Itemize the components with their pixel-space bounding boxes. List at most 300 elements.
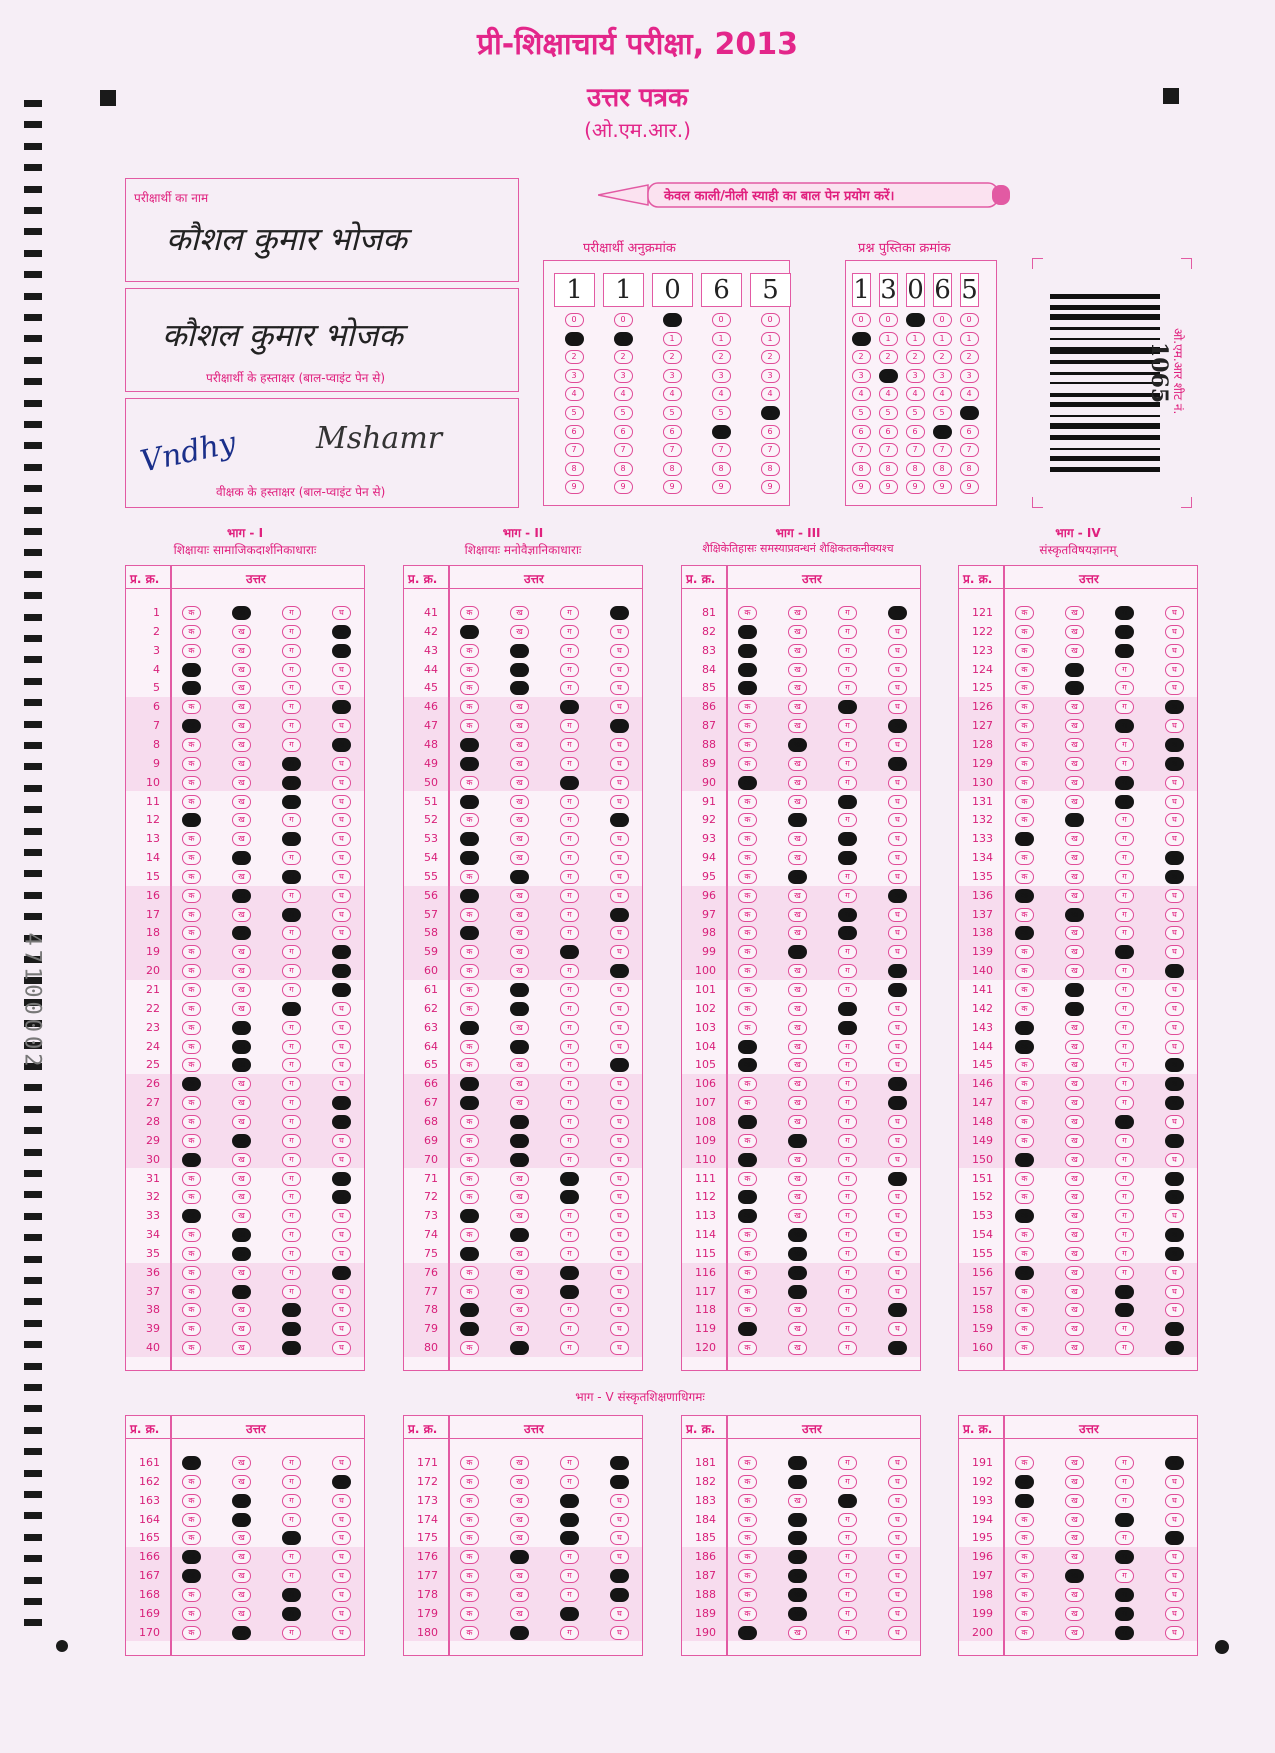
answer-bubble[interactable]: ग: [1115, 663, 1134, 677]
answer-bubble[interactable]: ग: [838, 795, 857, 809]
answer-bubble[interactable]: क: [1015, 1021, 1034, 1035]
answer-bubble[interactable]: घ: [888, 1513, 907, 1527]
answer-bubble[interactable]: ख: [510, 908, 529, 922]
answer-bubble[interactable]: ग: [838, 1588, 857, 1602]
answer-bubble[interactable]: ग: [838, 1002, 857, 1016]
answer-bubble[interactable]: ग: [282, 1475, 301, 1489]
answer-bubble[interactable]: ख: [510, 1058, 529, 1072]
answer-bubble[interactable]: क: [1015, 1626, 1034, 1640]
answer-bubble[interactable]: घ: [888, 1266, 907, 1280]
answer-bubble[interactable]: ग: [560, 1531, 579, 1545]
answer-bubble[interactable]: क: [182, 1228, 201, 1242]
answer-bubble[interactable]: घ: [610, 1209, 629, 1223]
answer-bubble[interactable]: ख: [510, 1588, 529, 1602]
answer-bubble[interactable]: ग: [282, 1513, 301, 1527]
answer-bubble[interactable]: ग: [560, 1550, 579, 1564]
answer-bubble[interactable]: घ: [610, 795, 629, 809]
answer-bubble[interactable]: क: [738, 1058, 757, 1072]
answer-bubble[interactable]: ग: [560, 1285, 579, 1299]
answer-bubble[interactable]: ग: [282, 1021, 301, 1035]
answer-bubble[interactable]: ख: [510, 1002, 529, 1016]
answer-bubble[interactable]: ग: [1115, 644, 1134, 658]
answer-bubble[interactable]: ग: [560, 606, 579, 620]
answer-bubble[interactable]: ख: [788, 1266, 807, 1280]
answer-bubble[interactable]: घ: [1165, 908, 1184, 922]
answer-bubble[interactable]: ग: [282, 1494, 301, 1508]
answer-bubble[interactable]: ग: [282, 1303, 301, 1317]
answer-bubble[interactable]: ग: [1115, 757, 1134, 771]
digit-bubble[interactable]: 1: [712, 332, 731, 346]
digit-bubble[interactable]: 1: [565, 332, 584, 346]
answer-bubble[interactable]: ख: [232, 738, 251, 752]
answer-bubble[interactable]: ग: [1115, 1475, 1134, 1489]
answer-bubble[interactable]: ग: [560, 719, 579, 733]
answer-bubble[interactable]: क: [1015, 719, 1034, 733]
answer-bubble[interactable]: घ: [1165, 1341, 1184, 1355]
answer-bubble[interactable]: ख: [788, 700, 807, 714]
answer-bubble[interactable]: ग: [1115, 1096, 1134, 1110]
answer-bubble[interactable]: ख: [1065, 1040, 1084, 1054]
answer-bubble[interactable]: ग: [838, 1209, 857, 1223]
answer-bubble[interactable]: ग: [1115, 1247, 1134, 1261]
answer-bubble[interactable]: घ: [332, 1607, 351, 1621]
answer-bubble[interactable]: घ: [332, 1228, 351, 1242]
answer-bubble[interactable]: ग: [838, 1569, 857, 1583]
answer-bubble[interactable]: ख: [788, 1626, 807, 1640]
answer-bubble[interactable]: क: [1015, 964, 1034, 978]
answer-bubble[interactable]: क: [460, 1266, 479, 1280]
answer-bubble[interactable]: घ: [1165, 663, 1184, 677]
digit-bubble[interactable]: 6: [906, 425, 925, 439]
answer-bubble[interactable]: ख: [1065, 1247, 1084, 1261]
answer-bubble[interactable]: क: [738, 870, 757, 884]
answer-bubble[interactable]: घ: [888, 1247, 907, 1261]
answer-bubble[interactable]: क: [1015, 1058, 1034, 1072]
answer-bubble[interactable]: ख: [1065, 832, 1084, 846]
answer-bubble[interactable]: क: [460, 738, 479, 752]
answer-bubble[interactable]: ग: [838, 1190, 857, 1204]
digit-bubble[interactable]: 3: [614, 369, 633, 383]
answer-bubble[interactable]: क: [738, 1077, 757, 1091]
answer-bubble[interactable]: ग: [838, 1115, 857, 1129]
answer-bubble[interactable]: ग: [838, 681, 857, 695]
answer-bubble[interactable]: क: [182, 1190, 201, 1204]
digit-bubble[interactable]: 9: [852, 480, 871, 494]
digit-bubble[interactable]: 4: [761, 387, 780, 401]
answer-bubble[interactable]: घ: [332, 1209, 351, 1223]
answer-bubble[interactable]: क: [182, 1247, 201, 1261]
answer-bubble[interactable]: ख: [232, 644, 251, 658]
answer-bubble[interactable]: घ: [610, 1134, 629, 1148]
answer-bubble[interactable]: ग: [282, 1322, 301, 1336]
answer-bubble[interactable]: क: [460, 851, 479, 865]
answer-bubble[interactable]: ख: [788, 1341, 807, 1355]
answer-bubble[interactable]: ख: [232, 1303, 251, 1317]
answer-bubble[interactable]: ख: [788, 681, 807, 695]
answer-bubble[interactable]: क: [182, 1303, 201, 1317]
answer-bubble[interactable]: घ: [610, 644, 629, 658]
answer-bubble[interactable]: ख: [1065, 757, 1084, 771]
answer-bubble[interactable]: क: [460, 1096, 479, 1110]
answer-bubble[interactable]: ख: [232, 663, 251, 677]
answer-bubble[interactable]: क: [738, 1172, 757, 1186]
answer-bubble[interactable]: घ: [332, 1002, 351, 1016]
answer-bubble[interactable]: ग: [838, 1247, 857, 1261]
answer-bubble[interactable]: ग: [1115, 1077, 1134, 1091]
answer-bubble[interactable]: घ: [888, 776, 907, 790]
answer-bubble[interactable]: ग: [838, 1266, 857, 1280]
answer-bubble[interactable]: ख: [232, 719, 251, 733]
digit-bubble[interactable]: 3: [933, 369, 952, 383]
answer-bubble[interactable]: घ: [610, 1456, 629, 1470]
answer-bubble[interactable]: घ: [332, 1494, 351, 1508]
answer-bubble[interactable]: ग: [838, 983, 857, 997]
digit-bubble[interactable]: 6: [960, 425, 979, 439]
answer-bubble[interactable]: ग: [838, 1494, 857, 1508]
answer-bubble[interactable]: क: [738, 1550, 757, 1564]
answer-bubble[interactable]: घ: [1165, 1228, 1184, 1242]
answer-bubble[interactable]: क: [1015, 1513, 1034, 1527]
answer-bubble[interactable]: क: [1015, 1096, 1034, 1110]
answer-bubble[interactable]: घ: [1165, 1058, 1184, 1072]
digit-bubble[interactable]: 6: [712, 425, 731, 439]
answer-bubble[interactable]: ग: [838, 1513, 857, 1527]
digit-bubble[interactable]: 8: [852, 462, 871, 476]
answer-bubble[interactable]: क: [460, 1247, 479, 1261]
answer-bubble[interactable]: घ: [610, 908, 629, 922]
answer-bubble[interactable]: ख: [232, 851, 251, 865]
answer-bubble[interactable]: ग: [282, 983, 301, 997]
answer-bubble[interactable]: ग: [282, 795, 301, 809]
answer-bubble[interactable]: ग: [282, 1456, 301, 1470]
answer-bubble[interactable]: ग: [282, 1172, 301, 1186]
answer-bubble[interactable]: घ: [1165, 1607, 1184, 1621]
answer-bubble[interactable]: क: [460, 1303, 479, 1317]
answer-bubble[interactable]: ख: [788, 1513, 807, 1527]
answer-bubble[interactable]: ग: [1115, 1285, 1134, 1299]
answer-bubble[interactable]: ग: [838, 870, 857, 884]
answer-bubble[interactable]: घ: [332, 606, 351, 620]
answer-bubble[interactable]: क: [1015, 813, 1034, 827]
answer-bubble[interactable]: घ: [610, 889, 629, 903]
answer-bubble[interactable]: क: [460, 1569, 479, 1583]
answer-bubble[interactable]: ग: [838, 719, 857, 733]
answer-bubble[interactable]: घ: [888, 1040, 907, 1054]
answer-bubble[interactable]: ग: [1115, 681, 1134, 695]
answer-bubble[interactable]: क: [738, 1266, 757, 1280]
digit-bubble[interactable]: 2: [879, 350, 898, 364]
answer-bubble[interactable]: ग: [282, 1607, 301, 1621]
answer-bubble[interactable]: ग: [1115, 1607, 1134, 1621]
answer-bubble[interactable]: ग: [282, 719, 301, 733]
answer-bubble[interactable]: ख: [232, 1550, 251, 1564]
answer-bubble[interactable]: ख: [510, 1247, 529, 1261]
answer-bubble[interactable]: घ: [888, 1322, 907, 1336]
answer-bubble[interactable]: ग: [560, 757, 579, 771]
answer-bubble[interactable]: क: [738, 1190, 757, 1204]
answer-bubble[interactable]: घ: [1165, 851, 1184, 865]
answer-bubble[interactable]: ग: [1115, 625, 1134, 639]
digit-bubble[interactable]: 4: [933, 387, 952, 401]
answer-bubble[interactable]: घ: [888, 870, 907, 884]
answer-bubble[interactable]: ख: [232, 1077, 251, 1091]
answer-bubble[interactable]: ख: [788, 1190, 807, 1204]
answer-bubble[interactable]: ग: [838, 1475, 857, 1489]
answer-bubble[interactable]: क: [182, 644, 201, 658]
answer-bubble[interactable]: क: [1015, 681, 1034, 695]
answer-bubble[interactable]: क: [460, 1058, 479, 1072]
answer-bubble[interactable]: घ: [332, 851, 351, 865]
digit-bubble[interactable]: 0: [852, 313, 871, 327]
answer-bubble[interactable]: ख: [1065, 1322, 1084, 1336]
answer-bubble[interactable]: ग: [282, 1153, 301, 1167]
answer-bubble[interactable]: ख: [510, 1209, 529, 1223]
answer-bubble[interactable]: ख: [510, 1228, 529, 1242]
answer-bubble[interactable]: ग: [1115, 1172, 1134, 1186]
answer-bubble[interactable]: ख: [1065, 681, 1084, 695]
answer-bubble[interactable]: घ: [332, 1190, 351, 1204]
answer-bubble[interactable]: क: [1015, 1153, 1034, 1167]
answer-bubble[interactable]: घ: [610, 1588, 629, 1602]
answer-bubble[interactable]: ख: [232, 757, 251, 771]
answer-bubble[interactable]: ग: [1115, 719, 1134, 733]
answer-bubble[interactable]: क: [182, 1021, 201, 1035]
answer-bubble[interactable]: ग: [1115, 1058, 1134, 1072]
digit-bubble[interactable]: 6: [879, 425, 898, 439]
answer-bubble[interactable]: क: [460, 870, 479, 884]
answer-bubble[interactable]: क: [460, 1115, 479, 1129]
digit-bubble[interactable]: 8: [614, 462, 633, 476]
answer-bubble[interactable]: घ: [332, 1513, 351, 1527]
answer-bubble[interactable]: ख: [1065, 738, 1084, 752]
answer-bubble[interactable]: ग: [838, 889, 857, 903]
answer-bubble[interactable]: घ: [1165, 795, 1184, 809]
answer-bubble[interactable]: क: [1015, 983, 1034, 997]
answer-bubble[interactable]: क: [182, 1531, 201, 1545]
answer-bubble[interactable]: क: [1015, 663, 1034, 677]
digit-bubble[interactable]: 7: [879, 443, 898, 457]
answer-bubble[interactable]: ख: [788, 1607, 807, 1621]
answer-bubble[interactable]: क: [460, 795, 479, 809]
answer-bubble[interactable]: ख: [788, 1077, 807, 1091]
answer-bubble[interactable]: घ: [610, 870, 629, 884]
digit-bubble[interactable]: 5: [906, 406, 925, 420]
digit-bubble[interactable]: 9: [663, 480, 682, 494]
answer-bubble[interactable]: ग: [838, 1626, 857, 1640]
answer-bubble[interactable]: घ: [1165, 813, 1184, 827]
answer-bubble[interactable]: ख: [788, 606, 807, 620]
answer-bubble[interactable]: ग: [1115, 1002, 1134, 1016]
answer-bubble[interactable]: घ: [610, 1247, 629, 1261]
answer-bubble[interactable]: ग: [1115, 1209, 1134, 1223]
answer-bubble[interactable]: ख: [788, 1569, 807, 1583]
answer-bubble[interactable]: क: [738, 1115, 757, 1129]
answer-bubble[interactable]: घ: [888, 1058, 907, 1072]
answer-bubble[interactable]: ख: [788, 1021, 807, 1035]
answer-bubble[interactable]: घ: [610, 776, 629, 790]
digit-bubble[interactable]: 6: [933, 425, 952, 439]
answer-bubble[interactable]: घ: [610, 1096, 629, 1110]
answer-bubble[interactable]: ख: [788, 1228, 807, 1242]
digit-bubble[interactable]: 4: [712, 387, 731, 401]
answer-bubble[interactable]: क: [738, 1494, 757, 1508]
answer-bubble[interactable]: ख: [788, 1096, 807, 1110]
answer-bubble[interactable]: ख: [232, 1096, 251, 1110]
answer-bubble[interactable]: घ: [888, 681, 907, 695]
digit-bubble[interactable]: 5: [960, 406, 979, 420]
answer-bubble[interactable]: क: [460, 832, 479, 846]
answer-bubble[interactable]: ख: [232, 606, 251, 620]
answer-bubble[interactable]: ख: [510, 644, 529, 658]
answer-bubble[interactable]: क: [460, 1456, 479, 1470]
digit-bubble[interactable]: 0: [663, 313, 682, 327]
answer-bubble[interactable]: घ: [1165, 776, 1184, 790]
answer-bubble[interactable]: क: [1015, 889, 1034, 903]
digit-bubble[interactable]: 9: [879, 480, 898, 494]
answer-bubble[interactable]: ख: [788, 1322, 807, 1336]
answer-bubble[interactable]: घ: [332, 1247, 351, 1261]
answer-bubble[interactable]: घ: [610, 663, 629, 677]
digit-bubble[interactable]: 1: [906, 332, 925, 346]
answer-bubble[interactable]: ग: [560, 1266, 579, 1280]
answer-bubble[interactable]: क: [738, 889, 757, 903]
digit-bubble[interactable]: 7: [614, 443, 633, 457]
answer-bubble[interactable]: ग: [560, 1077, 579, 1091]
answer-bubble[interactable]: घ: [888, 945, 907, 959]
answer-bubble[interactable]: ख: [510, 776, 529, 790]
answer-bubble[interactable]: ख: [1065, 851, 1084, 865]
answer-bubble[interactable]: ख: [788, 832, 807, 846]
answer-bubble[interactable]: ग: [282, 1209, 301, 1223]
answer-bubble[interactable]: क: [738, 1513, 757, 1527]
answer-bubble[interactable]: क: [460, 1341, 479, 1355]
answer-bubble[interactable]: ग: [560, 1494, 579, 1508]
answer-bubble[interactable]: ख: [232, 1285, 251, 1299]
answer-bubble[interactable]: क: [738, 1153, 757, 1167]
answer-bubble[interactable]: ग: [282, 1569, 301, 1583]
answer-bubble[interactable]: ख: [232, 1569, 251, 1583]
answer-bubble[interactable]: क: [1015, 1077, 1034, 1091]
answer-bubble[interactable]: घ: [610, 700, 629, 714]
answer-bubble[interactable]: ग: [560, 1190, 579, 1204]
answer-bubble[interactable]: घ: [610, 738, 629, 752]
answer-bubble[interactable]: क: [738, 700, 757, 714]
answer-bubble[interactable]: ग: [1115, 1040, 1134, 1054]
answer-bubble[interactable]: ख: [232, 1190, 251, 1204]
answer-bubble[interactable]: घ: [332, 1341, 351, 1355]
answer-bubble[interactable]: ग: [838, 1021, 857, 1035]
answer-bubble[interactable]: ख: [510, 813, 529, 827]
answer-bubble[interactable]: क: [460, 1153, 479, 1167]
answer-bubble[interactable]: ग: [560, 1134, 579, 1148]
answer-bubble[interactable]: ख: [1065, 1021, 1084, 1035]
answer-bubble[interactable]: ख: [510, 1172, 529, 1186]
answer-bubble[interactable]: ख: [232, 1134, 251, 1148]
answer-bubble[interactable]: ग: [838, 813, 857, 827]
answer-bubble[interactable]: ख: [232, 926, 251, 940]
answer-bubble[interactable]: क: [738, 1607, 757, 1621]
answer-bubble[interactable]: क: [1015, 776, 1034, 790]
answer-bubble[interactable]: घ: [1165, 1134, 1184, 1148]
digit-bubble[interactable]: 1: [933, 332, 952, 346]
answer-bubble[interactable]: घ: [610, 1153, 629, 1167]
answer-bubble[interactable]: ग: [282, 1134, 301, 1148]
answer-bubble[interactable]: ख: [1065, 776, 1084, 790]
answer-bubble[interactable]: ग: [282, 926, 301, 940]
answer-bubble[interactable]: घ: [332, 1588, 351, 1602]
answer-bubble[interactable]: घ: [332, 1285, 351, 1299]
answer-bubble[interactable]: ख: [1065, 908, 1084, 922]
answer-bubble[interactable]: घ: [610, 1040, 629, 1054]
answer-bubble[interactable]: ग: [1115, 832, 1134, 846]
answer-bubble[interactable]: ग: [560, 1228, 579, 1242]
answer-bubble[interactable]: क: [182, 738, 201, 752]
answer-bubble[interactable]: ख: [788, 1172, 807, 1186]
answer-bubble[interactable]: क: [460, 889, 479, 903]
answer-bubble[interactable]: क: [460, 700, 479, 714]
answer-bubble[interactable]: ख: [510, 1626, 529, 1640]
answer-bubble[interactable]: क: [460, 1588, 479, 1602]
answer-bubble[interactable]: ख: [1065, 813, 1084, 827]
answer-bubble[interactable]: ग: [560, 1607, 579, 1621]
answer-bubble[interactable]: क: [1015, 1494, 1034, 1508]
answer-bubble[interactable]: ग: [560, 1040, 579, 1054]
answer-bubble[interactable]: घ: [1165, 983, 1184, 997]
answer-bubble[interactable]: क: [738, 1303, 757, 1317]
answer-bubble[interactable]: घ: [1165, 1285, 1184, 1299]
answer-bubble[interactable]: ग: [282, 813, 301, 827]
answer-bubble[interactable]: क: [1015, 1190, 1034, 1204]
digit-bubble[interactable]: 9: [712, 480, 731, 494]
answer-bubble[interactable]: क: [738, 1285, 757, 1299]
answer-bubble[interactable]: घ: [332, 813, 351, 827]
answer-bubble[interactable]: क: [182, 1550, 201, 1564]
digit-bubble[interactable]: 9: [565, 480, 584, 494]
answer-bubble[interactable]: घ: [888, 1096, 907, 1110]
answer-bubble[interactable]: ख: [232, 1626, 251, 1640]
answer-bubble[interactable]: घ: [888, 1115, 907, 1129]
answer-bubble[interactable]: ग: [838, 1303, 857, 1317]
answer-bubble[interactable]: ख: [232, 813, 251, 827]
answer-bubble[interactable]: घ: [332, 1550, 351, 1564]
answer-bubble[interactable]: ग: [560, 1172, 579, 1186]
answer-bubble[interactable]: क: [1015, 700, 1034, 714]
answer-bubble[interactable]: ख: [788, 926, 807, 940]
answer-bubble[interactable]: क: [1015, 1322, 1034, 1336]
answer-bubble[interactable]: घ: [888, 606, 907, 620]
answer-bubble[interactable]: ग: [838, 1531, 857, 1545]
answer-bubble[interactable]: क: [460, 1002, 479, 1016]
answer-bubble[interactable]: ग: [560, 1588, 579, 1602]
digit-bubble[interactable]: 0: [761, 313, 780, 327]
answer-bubble[interactable]: ख: [788, 889, 807, 903]
answer-bubble[interactable]: क: [1015, 1569, 1034, 1583]
answer-bubble[interactable]: क: [1015, 795, 1034, 809]
answer-bubble[interactable]: ग: [560, 889, 579, 903]
answer-bubble[interactable]: ग: [560, 681, 579, 695]
answer-bubble[interactable]: ग: [282, 1588, 301, 1602]
answer-bubble[interactable]: क: [182, 889, 201, 903]
answer-bubble[interactable]: ग: [1115, 606, 1134, 620]
digit-bubble[interactable]: 4: [879, 387, 898, 401]
answer-bubble[interactable]: ग: [838, 964, 857, 978]
digit-bubble[interactable]: 1: [663, 332, 682, 346]
answer-bubble[interactable]: क: [738, 776, 757, 790]
answer-bubble[interactable]: ख: [788, 663, 807, 677]
answer-bubble[interactable]: क: [182, 606, 201, 620]
answer-bubble[interactable]: ग: [560, 832, 579, 846]
answer-bubble[interactable]: ग: [560, 700, 579, 714]
